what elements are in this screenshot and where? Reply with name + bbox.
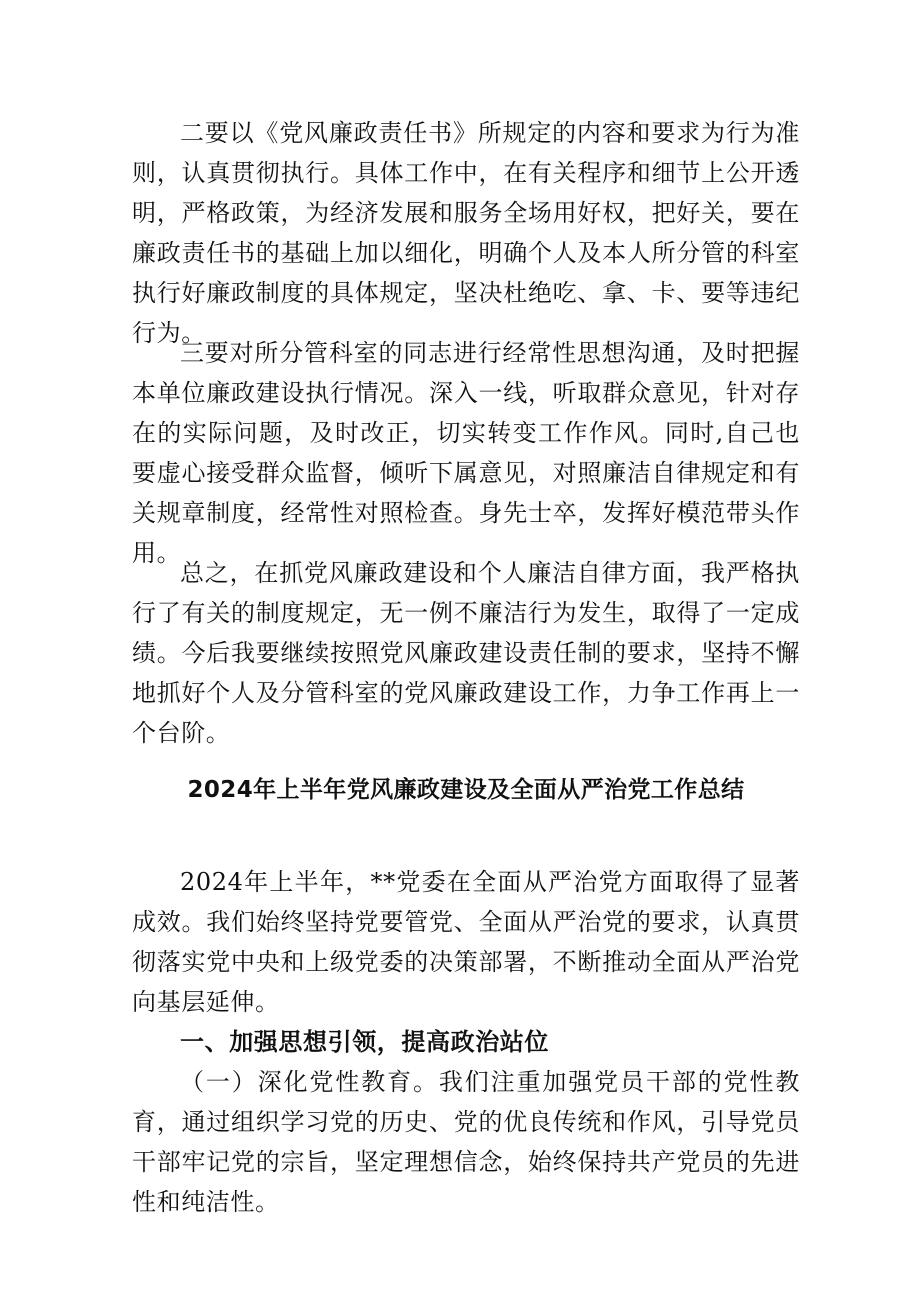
section-heading-1: 一、加强思想引领，提高政治站位 [180,1028,549,1056]
document-title: 2024年上半年党风廉政建设及全面从严治党工作总结 [187,777,745,803]
paragraph-block [132,113,800,353]
summary-section [132,862,800,1222]
paragraph-block [132,333,800,573]
paragraph-party-education: （一）深化党性教育。我们注重加强党员干部的党性教育，通过组织学习党的历史、党的优良传统和作风，引导党员干部牢记党的宗旨，坚定理想信念，始终保持共产党员的先进性和纯洁性。 [132,1068,800,1216]
paragraph-third-requirement: 三要对所分管科室的同志进行经常性思想沟通，及时把握本单位廉政建设执行情况。深入一线，听取群众意见，针对存在的实际问题，及时改正，切实转变工作作风。同时,自己也要虚心接受群众监督，倾听下属意见，对照廉洁自律规定和有关规章制度，经常性对照检查。身先士卒，发挥好模范带头作用。 [132,339,800,567]
paragraph-intro: 2024年上半年，**党委在全面从严治党方面取得了显著成效。我们始终坚持党要管党、全面从严治党的要求，认真贯彻落实党中央和上级党委的决策部署，不断推动全面从严治党向基层延伸。 [132,868,800,1016]
paragraph-block [132,553,800,753]
paragraph-conclusion: 总之，在抓党风廉政建设和个人廉洁自律方面，我严格执行了有关的制度规定，无一例不廉洁行为发生，取得了一定成绩。今后我要继续按照党风廉政建设责任制的要求，坚持不懈地抓好个人及分管科室的党风廉政建设工作，力争工作再上一个台阶。 [132,559,800,747]
paragraph-second-requirement: 二要以《党风廉政责任书》所规定的内容和要求为行为准则，认真贯彻执行。具体工作中，在有关程序和细节上公开透明，严格政策，为经济发展和服务全场用好权，把好关，要在廉政责任书的基础上加以细化，明确个人及本人所分管的科室执行好廉政制度的具体规定，坚决杜绝吃、拿、卡、要等违纪行为。 [132,119,800,347]
